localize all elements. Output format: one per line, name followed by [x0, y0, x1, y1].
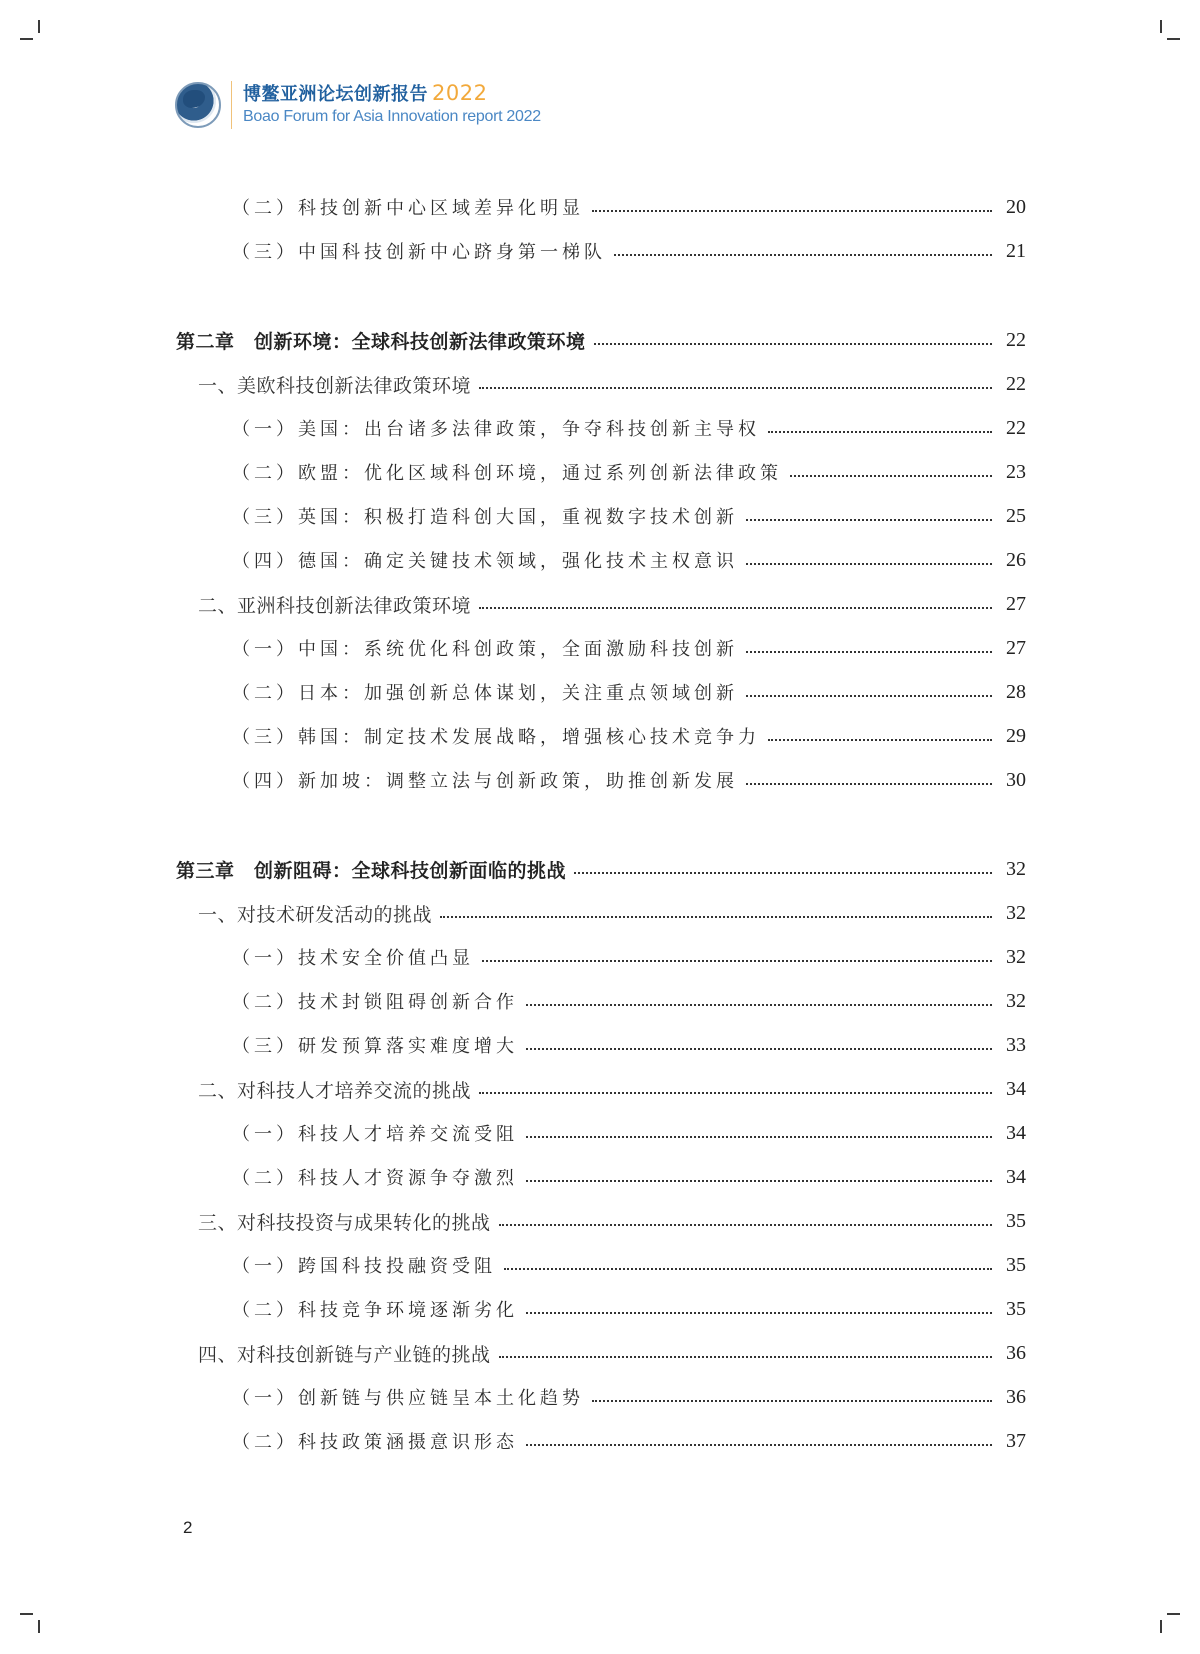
toc-entry-page: 36	[1006, 1341, 1026, 1364]
header-title	[243, 82, 541, 106]
dot-leader	[746, 783, 992, 785]
toc-entry-page: 33	[1006, 1033, 1026, 1056]
toc-entry[interactable]	[232, 236, 1026, 266]
dot-leader	[504, 1268, 992, 1270]
toc-entry-label: （四）新加坡：调整立法与创新政策，助推创新发展	[232, 771, 738, 792]
toc-chapter-label: 第三章 创新阻碍：全球科技创新面临的挑战	[176, 859, 567, 882]
toc-entry-label: （一）技术安全价值凸显	[232, 948, 474, 969]
dot-leader	[768, 431, 992, 433]
toc-entry-label: （四）德国：确定关键技术领域，强化技术主权意识	[232, 551, 738, 572]
toc-entry-page: 32	[1006, 857, 1026, 880]
dot-leader	[499, 1356, 992, 1358]
toc-chapter-label: 第二章 创新环境：全球科技创新法律政策环境	[176, 330, 586, 353]
toc-entry-page: 35	[1006, 1209, 1026, 1232]
toc-entry[interactable]	[232, 986, 1026, 1016]
toc-chapter[interactable]	[176, 854, 1026, 884]
toc-entry-label: （一）中国：系统优化科创政策，全面激励科技创新	[232, 639, 738, 660]
toc-entry-page: 34	[1006, 1077, 1026, 1100]
toc-entry[interactable]	[232, 501, 1026, 531]
dot-leader	[574, 872, 992, 874]
toc-entry[interactable]	[232, 721, 1026, 751]
dot-leader	[592, 210, 992, 212]
toc-entry-label: （三）韩国：制定技术发展战略，增强核心技术竞争力	[232, 727, 760, 748]
toc-entry-label: （二）科技竞争环境逐渐劣化	[232, 1300, 518, 1321]
dot-leader	[526, 1136, 992, 1138]
toc-entry-label: （一）跨国科技投融资受阻	[232, 1256, 496, 1277]
toc-entry-page: 36	[1006, 1385, 1026, 1408]
toc-entry[interactable]	[232, 1294, 1026, 1324]
toc-entry[interactable]	[232, 765, 1026, 795]
toc-entry-page: 22	[1006, 328, 1026, 351]
toc-section[interactable]	[198, 1338, 1026, 1368]
toc-entry-page: 34	[1006, 1165, 1026, 1188]
crop-mark-top-right-v	[1160, 20, 1162, 33]
toc-entry-label: （二）科技政策涵摄意识形态	[232, 1432, 518, 1453]
toc-section[interactable]	[198, 1074, 1026, 1104]
toc-entry-label: （一）创新链与供应链呈本土化趋势	[232, 1388, 584, 1409]
dot-leader	[482, 960, 992, 962]
toc-chapter[interactable]	[176, 325, 1026, 355]
dot-leader	[526, 1048, 992, 1050]
toc-entry-page: 22	[1006, 416, 1026, 439]
toc-section[interactable]	[198, 898, 1026, 928]
toc-entry[interactable]	[232, 1030, 1026, 1060]
toc-section[interactable]	[198, 369, 1026, 399]
toc-entry-label: （三）英国：积极打造科创大国，重视数字技术创新	[232, 507, 738, 528]
toc-entry[interactable]	[232, 1250, 1026, 1280]
toc-entry-page: 30	[1006, 768, 1026, 791]
toc-entry-page: 29	[1006, 724, 1026, 747]
toc-section[interactable]	[198, 1206, 1026, 1236]
toc-entry[interactable]	[232, 942, 1026, 972]
toc-entry[interactable]	[232, 1382, 1026, 1412]
toc-entry[interactable]	[232, 192, 1026, 222]
dot-leader	[790, 475, 992, 477]
toc-entry[interactable]	[232, 633, 1026, 663]
dot-leader	[746, 695, 992, 697]
toc-section-label: 一、美欧科技创新法律政策环境	[198, 374, 472, 397]
toc-entry-page: 32	[1006, 945, 1026, 968]
dot-leader	[479, 607, 992, 609]
toc-entry-page: 32	[1006, 901, 1026, 924]
dot-leader	[526, 1444, 992, 1446]
toc-entry-page: 34	[1006, 1121, 1026, 1144]
toc-entry-page: 22	[1006, 372, 1026, 395]
crop-mark-top-right-h	[1167, 38, 1180, 40]
dot-leader	[499, 1224, 992, 1226]
dot-leader	[614, 254, 992, 256]
toc-entry-page: 21	[1006, 239, 1026, 262]
toc-entry[interactable]	[232, 1426, 1026, 1456]
toc-entry-page: 37	[1006, 1429, 1026, 1452]
toc-entry-page: 35	[1006, 1297, 1026, 1320]
globe-icon	[175, 82, 221, 128]
toc-entry[interactable]	[232, 677, 1026, 707]
header-title-cn: 博鳌亚洲论坛创新报告	[243, 84, 428, 105]
crop-mark-bottom-right-h	[1167, 1613, 1180, 1615]
dot-leader	[592, 1400, 992, 1402]
toc-section-label: 三、对科技投资与成果转化的挑战	[198, 1211, 491, 1234]
header-subtitle: Boao Forum for Asia Innovation report 2022	[243, 108, 541, 125]
toc-entry-label: （二）科技创新中心区域差异化明显	[232, 198, 584, 219]
toc-entry-page: 23	[1006, 460, 1026, 483]
crop-mark-top-left-h	[20, 38, 33, 40]
toc-entry-label: （二）欧盟：优化区域科创环境，通过系列创新法律政策	[232, 463, 782, 484]
report-header	[175, 78, 541, 132]
toc-entry[interactable]	[232, 545, 1026, 575]
dot-leader	[768, 739, 992, 741]
crop-mark-bottom-left-v	[38, 1620, 40, 1633]
dot-leader	[746, 519, 992, 521]
toc-entry-label: （二）日本：加强创新总体谋划，关注重点领域创新	[232, 683, 738, 704]
toc-section-label: 一、对技术研发活动的挑战	[198, 903, 433, 926]
toc-entry-label: （二）技术封锁阻碍创新合作	[232, 992, 518, 1013]
dot-leader	[746, 563, 992, 565]
header-text	[243, 82, 541, 128]
toc-entry-label: （三）中国科技创新中心跻身第一梯队	[232, 242, 606, 263]
header-title-year: 2022	[432, 81, 488, 105]
toc-entry[interactable]	[232, 413, 1026, 443]
dot-leader	[746, 651, 992, 653]
toc-section-label: 二、亚洲科技创新法律政策环境	[198, 594, 472, 617]
toc-entry[interactable]	[232, 457, 1026, 487]
toc-entry-page: 35	[1006, 1253, 1026, 1276]
toc-entry-label: （二）科技人才资源争夺激烈	[232, 1168, 518, 1189]
toc-entry[interactable]	[232, 1118, 1026, 1148]
dot-leader	[526, 1312, 992, 1314]
dot-leader	[526, 1180, 992, 1182]
toc-entry[interactable]	[232, 1162, 1026, 1192]
toc-entry-page: 28	[1006, 680, 1026, 703]
toc-section-label: 四、对科技创新链与产业链的挑战	[198, 1343, 491, 1366]
toc-entry-page: 20	[1006, 195, 1026, 218]
toc-entry-page: 27	[1006, 636, 1026, 659]
dot-leader	[440, 916, 992, 918]
dot-leader	[479, 1092, 992, 1094]
header-divider	[231, 81, 232, 129]
toc-entry-page: 32	[1006, 989, 1026, 1012]
dot-leader	[479, 387, 992, 389]
toc-entry-label: （一）美国：出台诸多法律政策，争夺科技创新主导权	[232, 419, 760, 440]
crop-mark-top-left-v	[38, 20, 40, 33]
crop-mark-bottom-right-v	[1160, 1620, 1162, 1633]
toc-section[interactable]	[198, 589, 1026, 619]
dot-leader	[594, 343, 992, 345]
toc-entry-label: （三）研发预算落实难度增大	[232, 1036, 518, 1057]
toc-entry-label: （一）科技人才培养交流受阻	[232, 1124, 518, 1145]
toc-entry-page: 27	[1006, 592, 1026, 615]
page-number: 2	[183, 1518, 193, 1537]
crop-mark-bottom-left-h	[20, 1613, 33, 1615]
toc-section-label: 二、对科技人才培养交流的挑战	[198, 1079, 472, 1102]
toc-entry-page: 25	[1006, 504, 1026, 527]
dot-leader	[526, 1004, 992, 1006]
toc-entry-page: 26	[1006, 548, 1026, 571]
